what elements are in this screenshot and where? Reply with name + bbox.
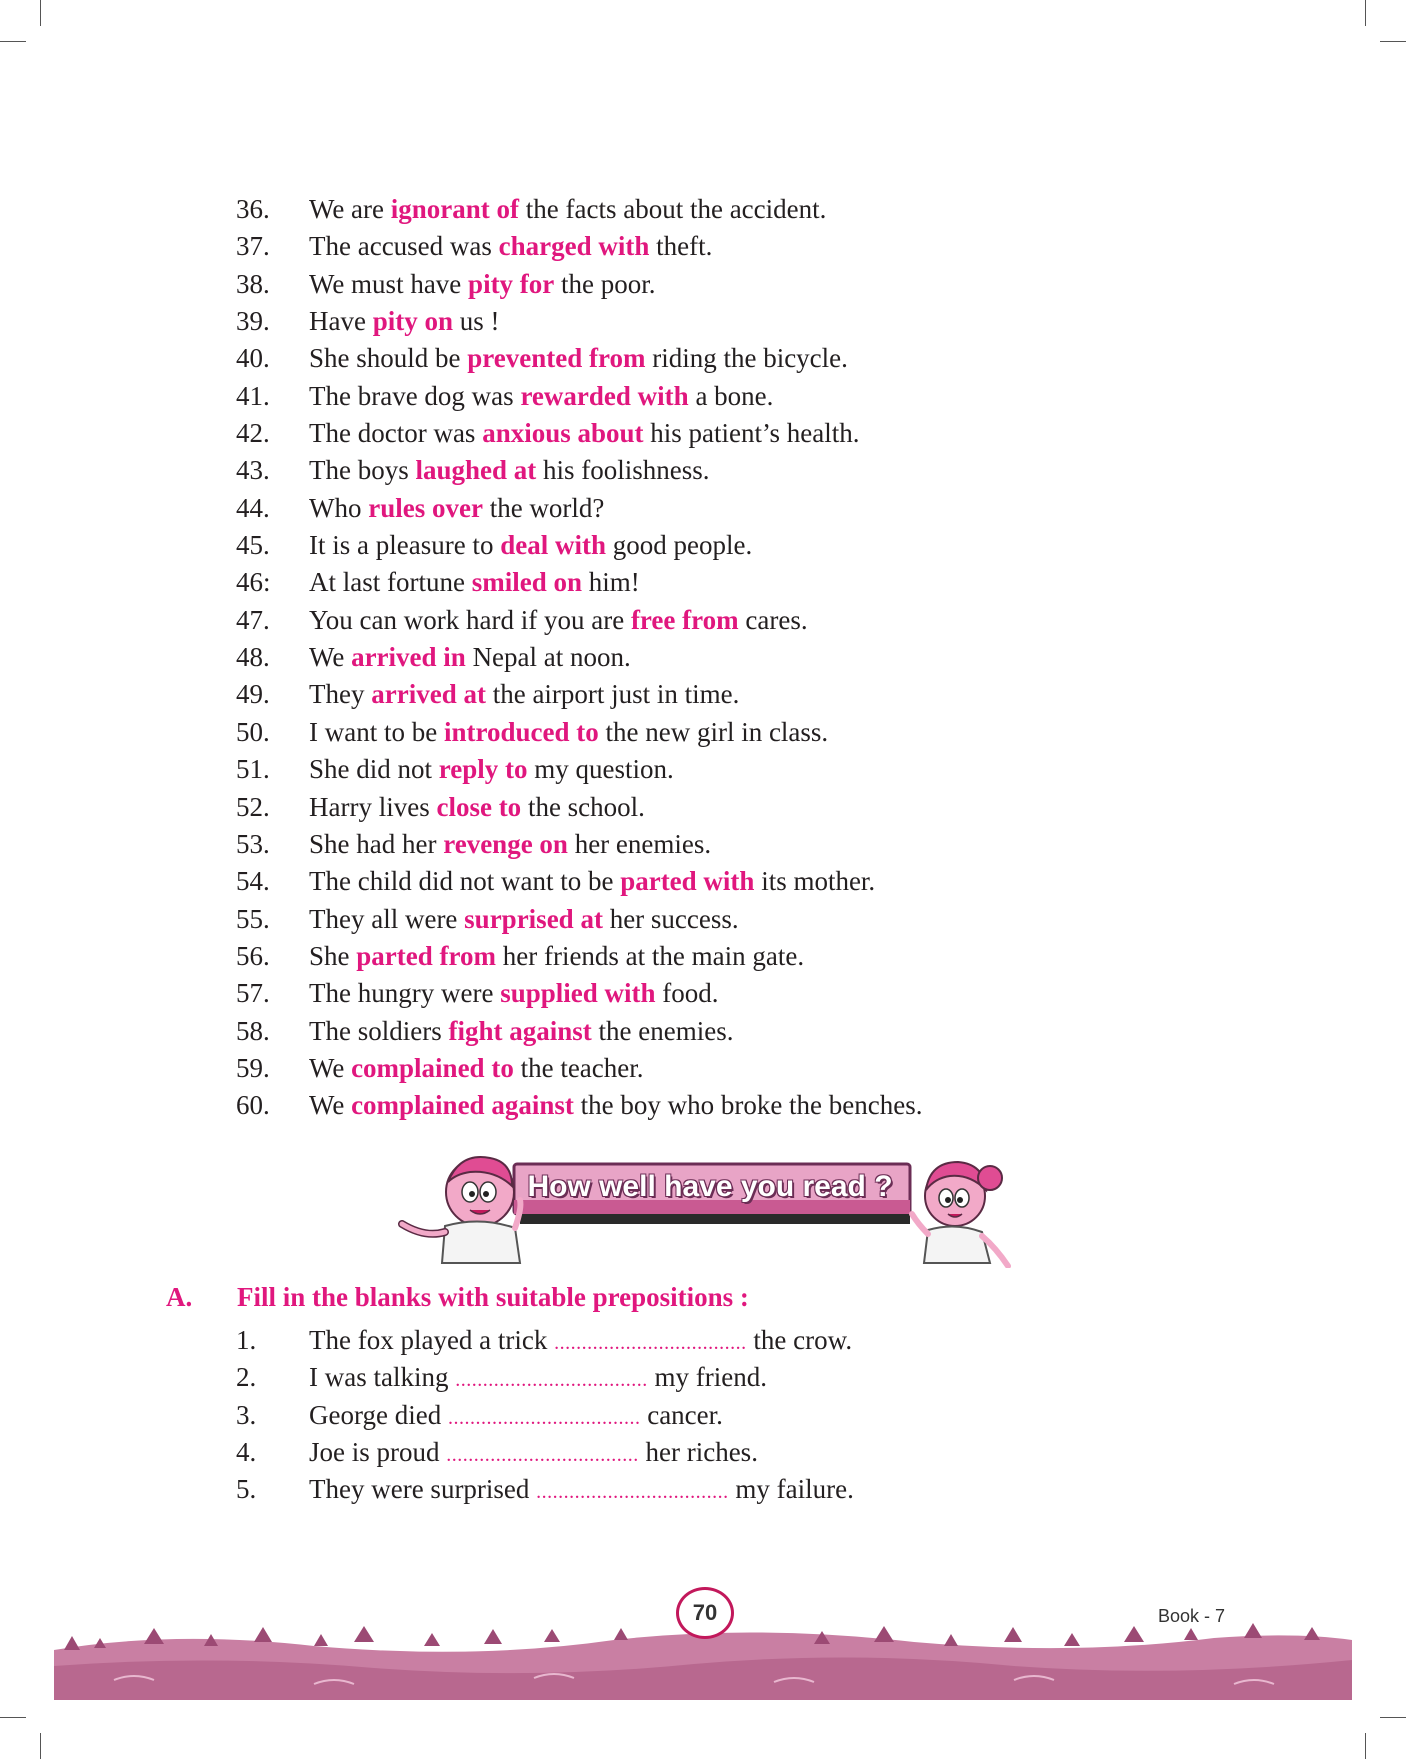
preposition-phrase: surprised at [464,903,603,934]
item-number: 53. [236,828,270,859]
sentence-text: The doctor was [309,418,483,449]
item-number: 58. [236,1015,270,1046]
sentence-text: his foolishness. [536,455,710,486]
preposition-phrase: supplied with [500,978,656,1009]
preposition-phrase: ignorant of [390,194,520,224]
preposition-phrase: close to [436,791,522,822]
sentence-text: I want to be [309,716,444,747]
girl-cartoon [912,1162,1008,1266]
item-number: 49. [236,679,270,710]
item-number: 3. [236,1399,257,1430]
sentence-text: Who [309,492,369,523]
sentence-text: We must have [309,268,469,299]
preposition-phrase: parted from [356,940,496,971]
sentence-text: I was talking [309,1362,456,1393]
exercise-instructions: Fill in the blanks with suitable prepositions : [237,1282,749,1312]
sentence-text: We [309,642,352,673]
sentence-text: him! [582,567,640,598]
item-sentence [309,901,739,938]
sentence-text: a bone. [688,380,774,411]
sentence-text: food. [655,978,719,1009]
sentence-text: the airport just in time. [485,679,740,710]
list-item [236,378,1236,415]
sentence-text: The fox played a trick [309,1325,555,1355]
blank-line[interactable]: ................................... [446,1443,639,1466]
sentence-text: They [309,679,372,710]
item-sentence [309,863,875,900]
preposition-phrase: prevented from [467,343,646,374]
item-number: 2. [236,1362,257,1393]
sentence-text: She had her [309,828,444,859]
preposition-phrase: charged with [498,231,650,262]
item-sentence [309,938,804,975]
item-number: 37. [236,231,270,262]
boy-cartoon [402,1157,520,1263]
list-item [236,340,1236,377]
item-number: 55. [236,903,270,934]
item-number: 60. [236,1090,270,1121]
item-sentence [309,378,773,415]
item-sentence [309,1322,852,1362]
sentence-text: cancer. [640,1399,723,1430]
crop-mark [40,1733,41,1759]
item-sentence [309,1359,767,1399]
list-item [236,602,1236,639]
crop-mark [1365,1733,1366,1759]
list-item [236,676,1236,713]
sentence-text: theft. [649,231,713,262]
item-number: 36. [236,194,270,224]
item-number: 44. [236,492,270,523]
item-sentence [309,452,710,489]
sentence-text: the school. [521,791,645,822]
sentence-text: good people. [605,530,753,561]
list-item [236,714,1236,751]
list-item [236,1087,1236,1124]
list-item [236,751,1236,788]
item-sentence [309,303,500,340]
preposition-phrase: pity for [468,268,555,299]
sentence-text: his patient’s health. [643,418,860,449]
sentence-text: George died [309,1399,448,1430]
item-sentence [309,1471,854,1511]
preposition-phrase: revenge on [443,828,568,859]
item-sentence [309,751,674,788]
sentence-text: riding the bicycle. [645,343,848,374]
list-item [236,303,1236,340]
item-number: 54. [236,866,270,897]
item-number: 56. [236,940,270,971]
preposition-phrase: arrived in [351,642,466,673]
sentence-text: the facts about the accident. [519,194,827,224]
exercise-letter: A. [166,1282,193,1312]
preposition-phrase: laughed at [415,455,537,486]
preposition-phrase: reply to [438,754,528,785]
item-sentence [309,1087,923,1124]
sentence-text: They all were [309,903,465,934]
sentence-text: my friend. [647,1362,767,1393]
item-number: 50. [236,716,270,747]
item-number: 39. [236,306,270,337]
item-sentence [309,826,711,863]
item-number: 41. [236,380,270,411]
blank-line[interactable]: ................................... [554,1332,747,1354]
book-label: Book - 7 [1158,1606,1226,1626]
sentence-text: She did not [309,754,439,785]
item-sentence [309,1434,758,1474]
item-number: 59. [236,1052,270,1083]
preposition-phrase: rewarded with [520,380,689,411]
list-item [236,901,1236,938]
list-item [236,564,1236,601]
sentence-text: At last fortune [309,567,472,598]
sentence-text: the boy who broke the benches. [573,1090,923,1121]
sentence-text: the crow. [746,1325,853,1355]
item-number: 4. [236,1436,257,1467]
list-item [236,975,1236,1012]
preposition-phrase: pity on [372,306,453,337]
sentence-text: You can work hard if you are [309,604,631,635]
sentence-text: The boys [309,455,416,486]
sentence-text: cares. [738,604,808,635]
item-sentence [309,564,640,601]
list-item [236,490,1236,527]
sentence-text: my failure. [728,1474,854,1505]
banner-title: How well have you read ? [527,1170,893,1203]
item-number: 46: [236,567,271,598]
item-number: 48. [236,642,270,673]
preposition-phrase: complained to [351,1052,514,1083]
sentence-text: We [309,1052,352,1083]
item-sentence [309,602,808,639]
how-well-banner [390,1148,1020,1268]
sentence-text: We are [309,194,391,224]
item-sentence [309,490,604,527]
preposition-phrase: parted with [620,866,755,897]
item-sentence [309,1013,733,1050]
item-number: 47. [236,604,270,635]
sentence-text: They were surprised [309,1474,537,1505]
page-number: 70 [676,1587,734,1639]
preposition-phrase: rules over [368,492,483,523]
item-number: 52. [236,791,270,822]
list-item [236,863,1236,900]
list-item [236,228,1236,265]
item-number: 43. [236,455,270,486]
sentence-text: the poor. [554,268,656,299]
preposition-phrase: fight against [448,1015,592,1046]
crop-mark [40,0,41,26]
sentence-text: Joe is proud [309,1436,447,1467]
item-number: 45. [236,530,270,561]
item-sentence [309,975,719,1012]
exercise-item [236,1322,1236,1359]
preposition-phrase: deal with [500,530,606,561]
blank-line[interactable]: ................................... [447,1406,641,1429]
sentence-text: Harry lives [309,791,437,822]
item-sentence [309,639,631,676]
sentence-text: The brave dog was [309,380,521,411]
crop-mark [1380,41,1406,42]
preposition-phrase: anxious about [482,418,644,449]
exercise-item [236,1434,1236,1471]
item-number: 40. [236,343,270,374]
sentence-text: Have [309,306,373,337]
exercise-item [236,1471,1236,1508]
sentence-text: the enemies. [591,1015,734,1046]
item-sentence [309,1050,644,1087]
exercise-item [236,1397,1236,1434]
item-sentence [309,1397,723,1437]
sentence-text: Nepal at noon. [465,642,631,673]
sentence-text: She [309,940,357,971]
preposition-phrase: smiled on [471,567,582,598]
sentence-text: It is a pleasure to [309,530,501,561]
preposition-phrase: arrived at [371,679,486,710]
crop-mark [1365,0,1366,26]
item-sentence [309,676,739,713]
sentence-text: The accused was [309,231,499,262]
list-item [236,1050,1236,1087]
list-item [236,527,1236,564]
item-sentence [309,191,826,228]
sentence-text: the world? [482,492,605,523]
list-item [236,1013,1236,1050]
sentence-text: The soldiers [309,1015,449,1046]
sentence-text: her friends at the main gate. [495,940,805,971]
item-sentence [309,415,860,452]
preposition-phrase: free from [630,604,739,635]
banner-illustration [390,1148,1020,1268]
list-item [236,789,1236,826]
exercise-list [236,1322,1236,1508]
list-item [236,452,1236,489]
blank-line[interactable]: ................................... [455,1369,648,1392]
list-item [236,639,1236,676]
item-sentence [309,340,848,377]
item-number: 38. [236,268,270,299]
sentence-text: The hungry were [309,978,501,1009]
sentence-text: She should be [309,343,468,374]
sentence-text: her riches. [638,1436,758,1467]
preposition-phrase: complained against [351,1090,574,1121]
sentence-text: the new girl in class. [598,716,829,747]
item-number: 51. [236,754,270,785]
example-sentence-list [236,191,1236,1125]
sentence-text: We [309,1090,352,1121]
item-sentence [309,789,645,826]
item-sentence [309,527,752,564]
item-sentence [309,714,828,751]
sentence-text: The child did not want to be [309,866,621,897]
list-item [236,826,1236,863]
item-sentence [309,228,712,265]
list-item [236,191,1236,228]
sentence-text: us ! [453,306,500,337]
sentence-text: her success. [602,903,739,934]
item-sentence [309,266,656,303]
list-item [236,266,1236,303]
sentence-text: the teacher. [513,1052,644,1083]
crop-mark [1380,1717,1406,1718]
list-item [236,938,1236,975]
list-item [236,415,1236,452]
exercise-item [236,1359,1236,1396]
preposition-phrase: introduced to [443,716,599,747]
sentence-text: its mother. [754,866,876,897]
crop-mark [0,1717,26,1718]
crop-mark [0,41,26,42]
sentence-text: my question. [527,754,674,785]
blank-line[interactable]: ................................... [536,1481,729,1504]
item-number: 42. [236,418,270,449]
item-number: 57. [236,978,270,1009]
item-number: 1. [236,1325,257,1355]
item-number: 5. [236,1474,257,1505]
sentence-text: her enemies. [567,828,712,859]
